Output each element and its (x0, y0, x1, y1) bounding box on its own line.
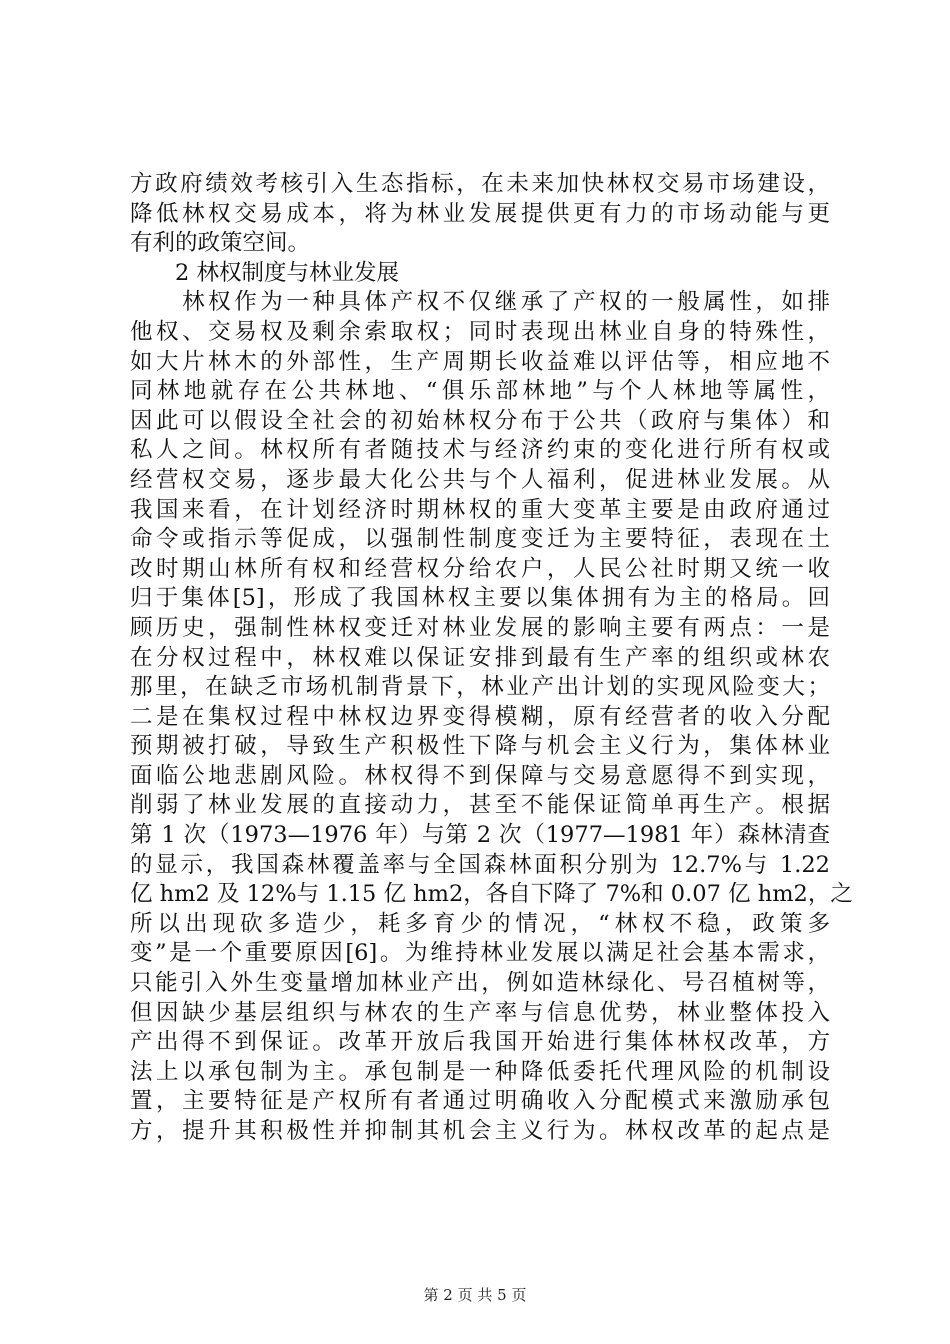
text-line: 亿 hm2 及 12%与 1.15 亿 hm2，各自下降了 7%和 0.07 亿 hm2，之 (130, 881, 853, 908)
text-line: 置，主要特征是产权所有者通过明确收入分配模式来激励承包 (130, 1088, 830, 1115)
text-line: 改时期山林所有权和经营权分给农户，人民公社时期又统一收 (130, 555, 830, 582)
text-line: 他权、交易权及剩余索取权；同时表现出林业自身的特殊性， (130, 318, 830, 345)
text-line: 变”是一个重要原因[6]。为维持林业发展以满足社会基本需求， (130, 940, 830, 967)
text-line: 在分权过程中，林权难以保证安排到最有生产率的组织或林农 (130, 644, 830, 671)
text-line: 那里，在缺乏市场机制背景下，林业产出计划的实现风险变大； (130, 674, 830, 701)
text-line: 顾历史，强制性林权变迁对林业发展的影响主要有两点：一是 (130, 614, 830, 641)
text-line: 只能引入外生变量增加林业产出，例如造林绿化、号召植树等， (130, 970, 830, 997)
text-line: 所以出现砍多造少，耗多育少的情况，“林权不稳，政策多 (130, 910, 830, 937)
text-line: 二是在集权过程中林权边界变得模糊，原有经营者的收入分配 (130, 703, 830, 730)
text-line: 经营权交易，逐步最大化公共与个人福利，促进林业发展。从 (130, 466, 830, 493)
text-line: 方政府绩效考核引入生态指标，在未来加快林权交易市场建设， (130, 171, 830, 197)
text-line: 林权作为一种具体产权不仅继承了产权的一般属性，如排 (130, 289, 830, 316)
text-line: 但因缺少基层组织与林农的生产率与信息优势，林业整体投入 (130, 999, 830, 1026)
text-line: 的显示，我国森林覆盖率与全国森林面积分别为 12.7%与 1.22 (130, 851, 830, 878)
text-line: 方，提升其积极性并抑制其机会主义行为。林权改革的起点是 (130, 1118, 830, 1144)
text-line: 第 1 次（1973—1976 年）与第 2 次（1977—1981 年）森林清查 (130, 822, 830, 849)
text-line: 有利的政策空间。 (130, 230, 311, 257)
text-line: 同林地就存在公共林地、“俱乐部林地”与个人林地等属性， (130, 378, 830, 405)
text-line: 面临公地悲剧风险。林权得不到保障与交易意愿得不到实现， (130, 762, 830, 789)
body-text (130, 170, 853, 1147)
text-line: 如大片林木的外部性，生产周期长收益难以评估等，相应地不 (130, 348, 830, 375)
text-line: 削弱了林业发展的直接动力，甚至不能保证简单再生产。根据 (130, 792, 830, 819)
text-line: 私人之间。林权所有者随技术与经济约束的变化进行所有权或 (130, 437, 830, 464)
text-line: 预期被打破，导致生产积极性下降与机会主义行为，集体林业 (130, 733, 830, 760)
text-line: 降低林权交易成本，将为林业发展提供更有力的市场动能与更 (130, 200, 830, 227)
text-line: 产出得不到保证。改革开放后我国开始进行集体林权改革，方 (130, 1029, 830, 1056)
text-line: 因此可以假设全社会的初始林权分布于公共（政府与集体）和 (130, 407, 830, 434)
page-footer: 第 2 页 共 5 页 (423, 1286, 527, 1304)
text-line: 我国来看，在计划经济时期林权的重大变革主要是由政府通过 (130, 496, 830, 523)
text-line: 法上以承包制为主。承包制是一种降低委托代理风险的机制设 (130, 1058, 830, 1085)
text-line: 归于集体[5]，形成了我国林权主要以集体拥有为主的格局。回 (130, 585, 830, 612)
text-line: 命令或指示等促成，以强制性制度变迁为主要特征，表现在土 (130, 526, 830, 553)
text-line: 2 林权制度与林业发展 (130, 259, 399, 286)
